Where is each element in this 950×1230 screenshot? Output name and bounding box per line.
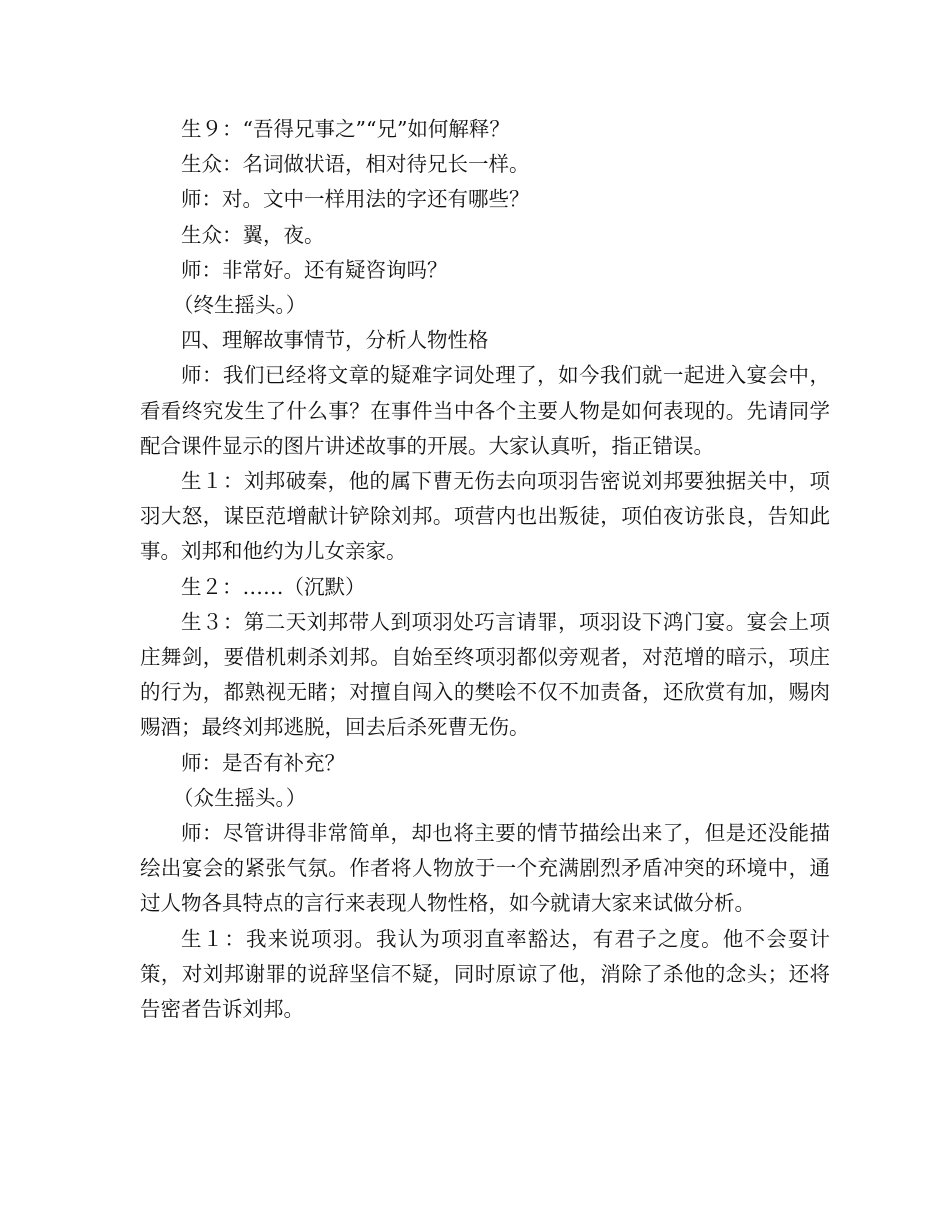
paragraph-student9-question: 生９：“吾得兄事之”“兄”如何解释？ (181, 117, 510, 141)
paragraph-student2-silence: 生２：……（沉默） (181, 574, 366, 599)
paragraph-student1-story-start: 生１：刘邦破秦，他的属下曹无伤去向项羽告密说刘邦要独据关中，项羽大怒，谋臣范增献计铲除刘邦。项营内也出叛徒，项伯夜访张良，告知此事。刘邦和他约为儿女亲家。 (140, 469, 830, 564)
paragraph-teacher-analyze-characters: 师：尽管讲得非常简单，却也将主要的情节描绘出来了，但是还没能描绘出宴会的紧张气氛。作者将人物放于一个充满剧烈矛盾冲突的环境中，通过人物各具特点的言行来表现人物性格，如今就请大家来试做分析。 (140, 821, 830, 916)
paragraph-student1-xiang-yu: 生１：我来说项羽。我认为项羽直率豁达，有君子之度。他不会耍计策，对刘邦谢罪的说辞坚信不疑，同时原谅了他，消除了杀他的念头；还将告密者告诉刘邦。 (140, 926, 830, 1022)
paragraph-teacher-any-additions: 师：是否有补充？ (181, 750, 345, 775)
paragraph-stage-direction-shake-heads: （终生摇头。） (173, 293, 307, 318)
paragraph-student3-banquet: 生３：第二天刘邦带人到项羽处巧言请罪，项羽设下鸿门宴。宴会上项庄舞剑，要借机刺杀刘邦。自始至终项羽都似旁观者，对范增的暗示，项庄的行为，都熟视无睹；对擅自闯入的樊哙不仅不加责备，还欣赏有加，赐肉赐酒；最终刘邦逃脱，回去后杀死曹无伤。 (140, 609, 830, 740)
paragraph-students-answer-wing-night: 生众：翼，夜。 (181, 222, 325, 247)
paragraph-teacher-same-usage: 师：对。文中一样用法的字还有哪些？ (181, 187, 530, 212)
paragraph-teacher-any-questions: 师：非常好。还有疑咨询吗？ (181, 257, 448, 282)
section-heading-plot-and-character: 四、理解故事情节，分析人物性格 (181, 328, 489, 353)
paragraph-stage-direction-all-shake-heads: （众生摇头。） (173, 785, 307, 810)
paragraph-students-answer-noun-adverbial: 生众：名词做状语，相对待兄长一样。 (181, 152, 530, 177)
paragraph-teacher-enter-banquet: 师：我们已经将文章的疑难字词处理了，如今我们就一起进入宴会中，看看终究发生了什么事？在事件当中各个主要人物是如何表现的。先请同学配合课件显示的图片讲述故事的开展。大家认真听，指正错误。 (140, 363, 830, 458)
document-page (140, 112, 830, 1027)
